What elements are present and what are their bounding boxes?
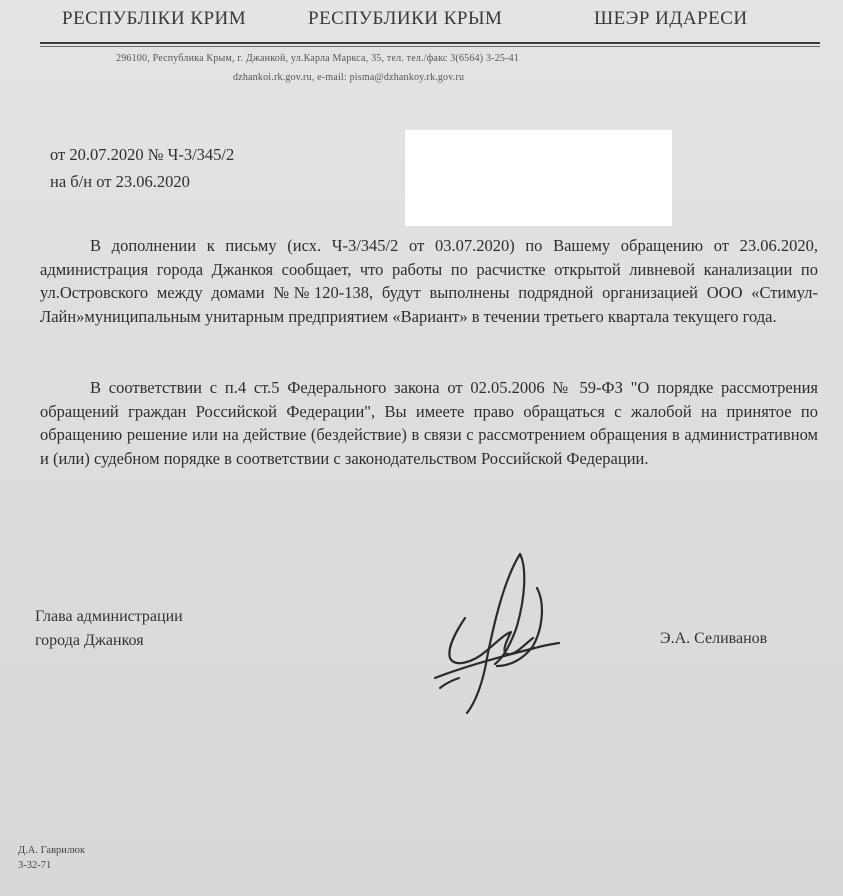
letterhead-divider-thin: [40, 46, 820, 47]
signatory-title: Глава администрации: [35, 608, 183, 625]
letterhead-uk-name: РЕСПУБЛІКИ КРИМ: [62, 8, 247, 29]
signatory-title-city: города Джанкоя: [35, 632, 144, 649]
letterhead-address: 296100, Республика Крым, г. Джанкой, ул.Карла Маркса, 35, тел. тел./факс 3(6564) 3-25-41: [116, 53, 520, 64]
outgoing-reference: от 20.07.2020 № Ч-3/345/2: [50, 145, 235, 164]
executor-phone: 3-32-71: [18, 860, 52, 871]
signatory-name: Э.А. Селиванов: [660, 630, 768, 647]
body-paragraph-1: В дополнении к письму (исх. Ч-3/345/2 от 03.07.2020) по Вашему обращению от 23.06.2020, администрация города Джанкоя сообщает, что работы по расчистке открытой ливневой канализации по ул.Островского между домами №№120-138, будут выполнены подрядной организацией ООО «Стимул-Лайн»муниципальным унитарным предприятием «Вариант» в течении третьего квартала текущего года.: [40, 236, 818, 326]
letterhead-web-email: dzhankoi.rk.gov.ru, e-mail: pisma@dzhankoy.rk.gov.ru: [233, 72, 465, 83]
incoming-reference: на б/н от 23.06.2020: [50, 172, 190, 191]
body-paragraph-2: В соответствии с п.4 ст.5 Федерального закона от 02.05.2006 № 59-ФЗ "О порядке рассмотрения обращений граждан Российской Федерации", Вы имеете право обращаться с жалобой на принятое по обращению решение или на действие (бездействие) в связи с рассмотрением обращения в административном и (или) судебном порядке в соответствии с законодательством Российской Федерации.: [40, 378, 818, 468]
letterhead-divider: [40, 42, 820, 44]
letterhead-ru-name: РЕСПУБЛИКИ КРЫМ: [308, 8, 503, 29]
redacted-addressee: [405, 130, 672, 226]
executor-name: Д.А. Гаврилюк: [18, 845, 86, 856]
letterhead-crh-name: ШЕЭР ИДАРЕСИ: [594, 8, 748, 29]
handwritten-signature: [425, 548, 565, 718]
